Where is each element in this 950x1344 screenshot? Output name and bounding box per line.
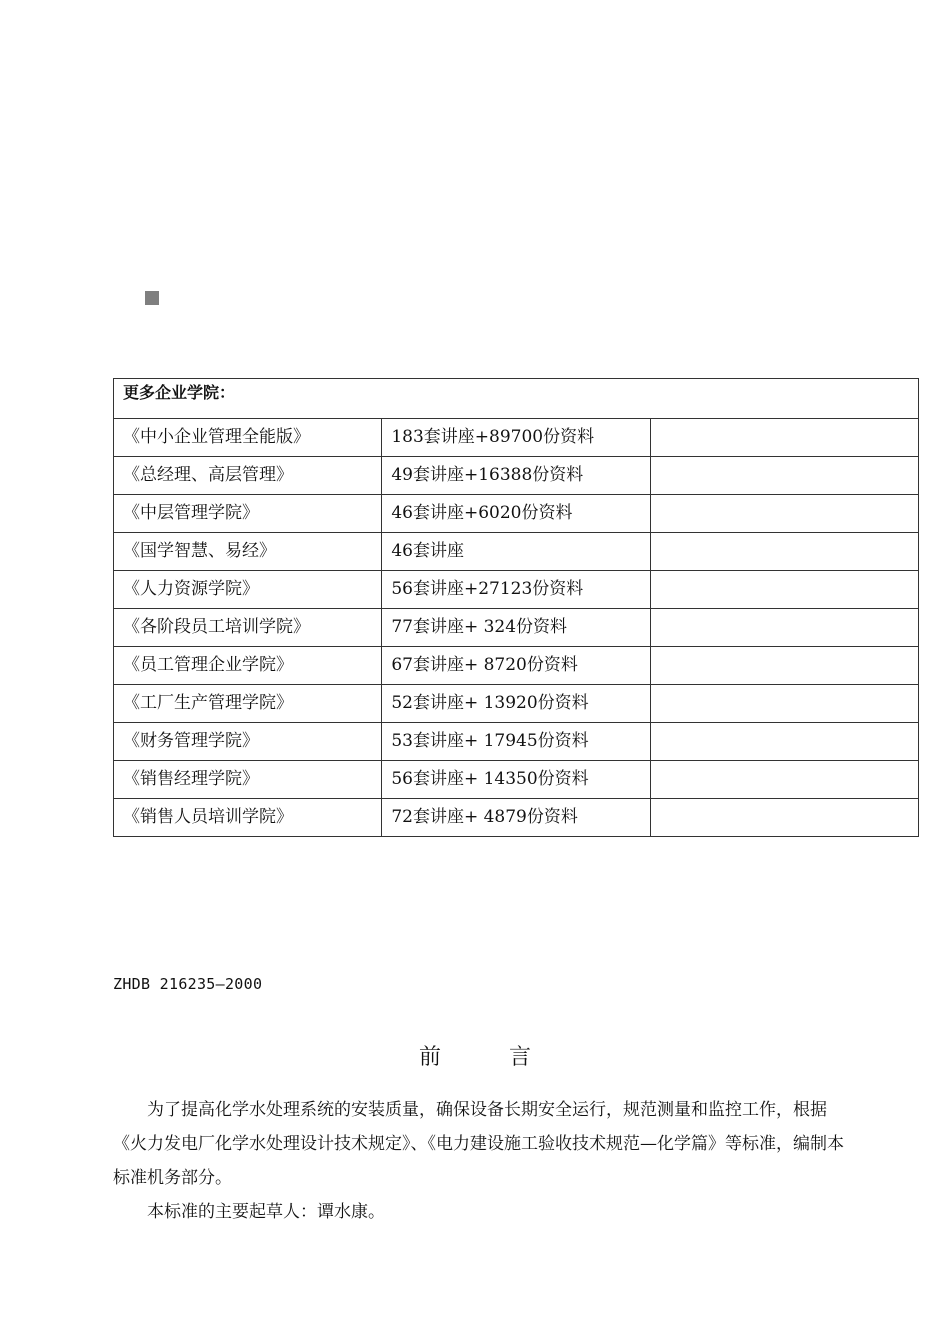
academy-content: 49套讲座+16388份资料 [382,457,650,495]
empty-cell [650,571,918,609]
table-row [114,647,919,685]
table-row [114,419,919,457]
empty-cell [650,723,918,761]
preface-title [0,1040,950,1071]
empty-cell [650,761,918,799]
table-row [114,761,919,799]
empty-cell [650,495,918,533]
bullet-square-icon [145,291,159,305]
academy-name: 《国学智慧、易经》 [114,533,382,571]
table-row [114,495,919,533]
academy-content: 183套讲座+89700份资料 [382,419,650,457]
academy-name: 《工厂生产管理学院》 [114,685,382,723]
table-row [114,571,919,609]
preface-paragraph: 本标准的主要起草人：谭水康。 [147,1202,385,1222]
academy-name: 《销售经理学院》 [114,761,382,799]
academy-name: 《财务管理学院》 [114,723,382,761]
table-header-row [114,379,919,419]
table-row [114,799,919,837]
academy-table [113,378,919,837]
academy-name: 《中层管理学院》 [114,495,382,533]
empty-cell [650,647,918,685]
academy-content: 53套讲座+ 17945份资料 [382,723,650,761]
table-row [114,609,919,647]
empty-cell [650,685,918,723]
academy-content: 56套讲座+ 14350份资料 [382,761,650,799]
preface-body [113,1093,845,1229]
table-header: 更多企业学院： [114,379,919,419]
empty-cell [650,419,918,457]
academy-content: 46套讲座+6020份资料 [382,495,650,533]
empty-cell [650,799,918,837]
academy-content: 46套讲座 [382,533,650,571]
academy-name: 《销售人员培训学院》 [114,799,382,837]
preface-title-left: 前 [418,1045,441,1070]
preface-paragraph: 为了提高化学水处理系统的安装质量，确保设备长期安全运行，规范测量和监控工作，根据《火力发电厂化学水处理设计技术规定》、《电力建设施工验收技术规范—化学篇》等标准，编制本标准机务部分。 [113,1100,844,1188]
academy-content: 77套讲座+ 324份资料 [382,609,650,647]
academy-content: 52套讲座+ 13920份资料 [382,685,650,723]
academy-content: 67套讲座+ 8720份资料 [382,647,650,685]
table-row [114,685,919,723]
academy-name: 《总经理、高层管理》 [114,457,382,495]
table-row [114,533,919,571]
academy-name: 《中小企业管理全能版》 [114,419,382,457]
academy-name: 《人力资源学院》 [114,571,382,609]
academy-name: 《员工管理企业学院》 [114,647,382,685]
table-row [114,457,919,495]
empty-cell [650,457,918,495]
academy-content: 72套讲座+ 4879份资料 [382,799,650,837]
empty-cell [650,609,918,647]
document-code: ZHDB 216235—2000 [113,975,263,993]
empty-cell [650,533,918,571]
preface-title-right: 言 [509,1045,532,1070]
academy-name: 《各阶段员工培训学院》 [114,609,382,647]
academy-content: 56套讲座+27123份资料 [382,571,650,609]
table-row [114,723,919,761]
